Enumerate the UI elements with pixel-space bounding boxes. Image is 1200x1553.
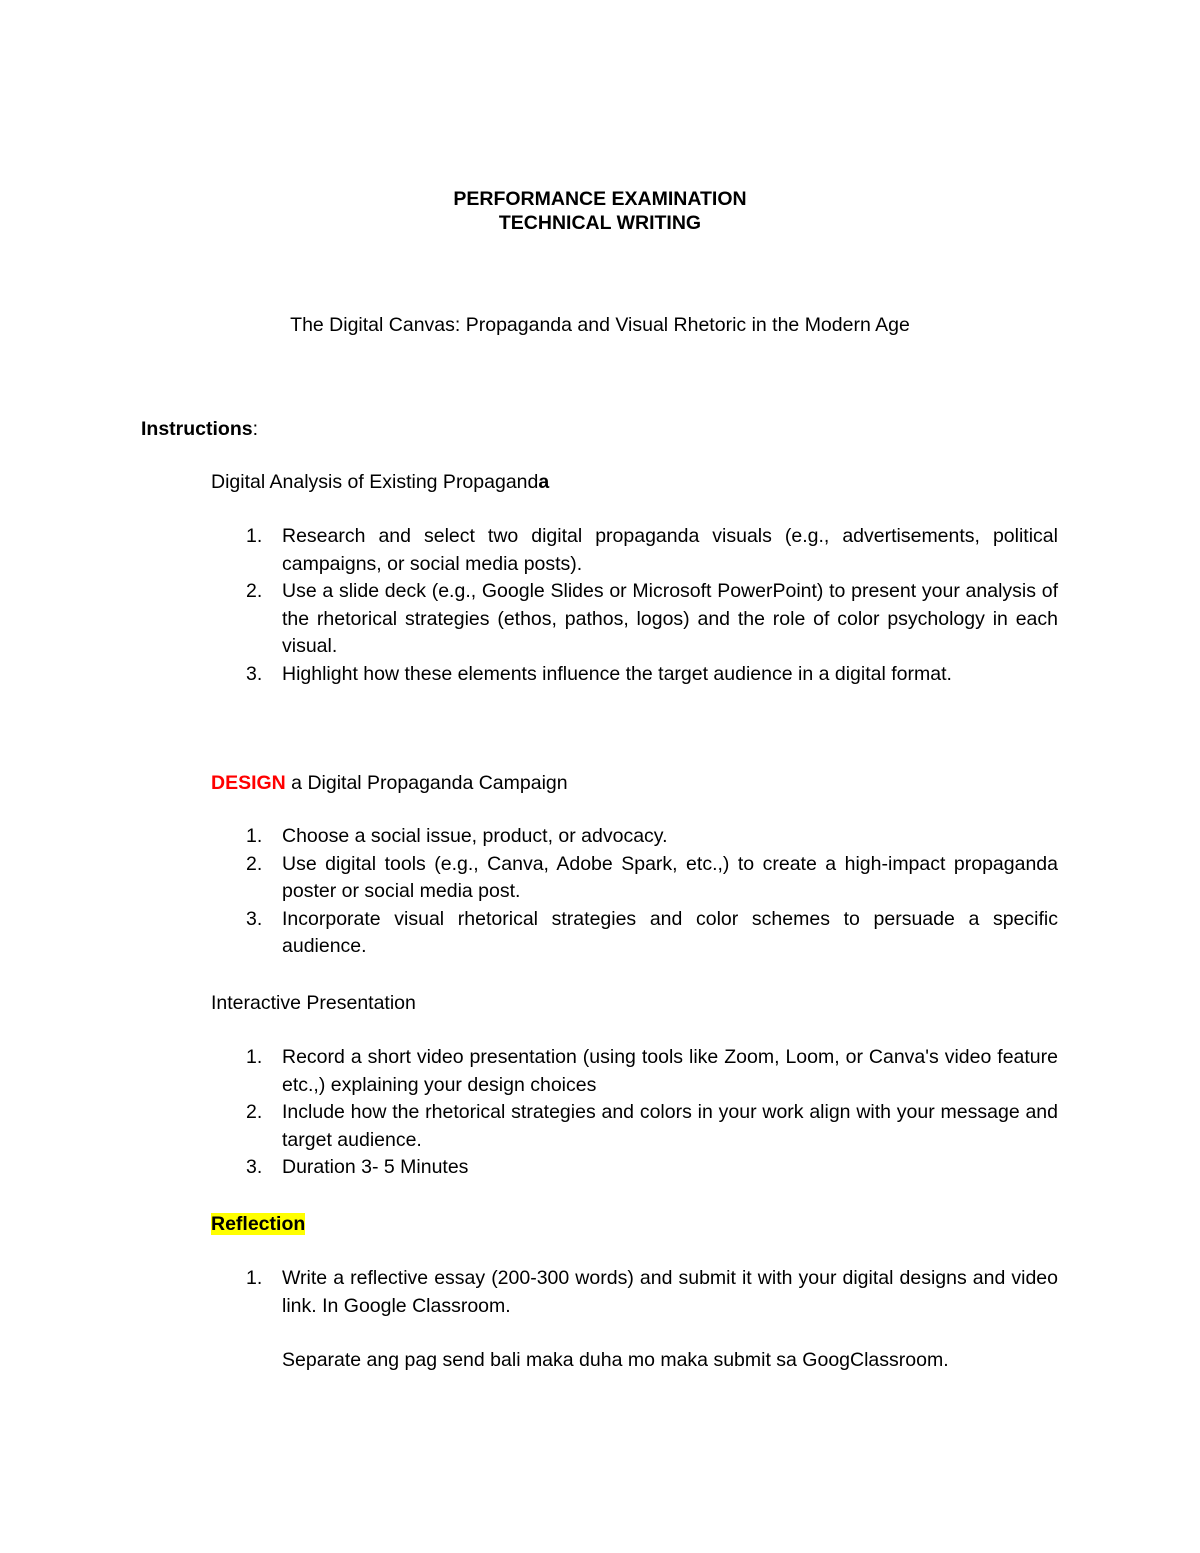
list-number: 3.	[246, 1156, 263, 1178]
section-design-heading	[211, 770, 568, 796]
list-item	[246, 578, 1058, 661]
instructions-colon: :	[252, 418, 259, 440]
section-heading-last-letter: a	[538, 471, 550, 493]
section-digital-analysis-heading	[211, 469, 549, 495]
digital-analysis-list	[246, 523, 1058, 688]
list-number: 1.	[246, 825, 263, 847]
list-number: 3.	[246, 662, 263, 685]
list-item-text: Incorporate visual rhetorical strategies and color schemes to persuade a specific audience.	[282, 907, 1058, 957]
list-number: 3.	[246, 907, 263, 930]
list-item-text: Include how the rhetorical strategies and colors in your work align with your message and target audience.	[282, 1101, 1058, 1151]
list-item	[246, 661, 1058, 689]
list-number: 2.	[246, 1101, 263, 1123]
list-item	[246, 1099, 1058, 1154]
list-item	[246, 823, 1058, 851]
document-subtitle: The Digital Canvas: Propaganda and Visual Rhetoric in the Modern Age	[290, 314, 910, 336]
reflection-list	[246, 1265, 1058, 1320]
section-heading-text: a Digital Propaganda Campaign	[285, 772, 568, 794]
list-number: 1.	[246, 1046, 263, 1068]
list-item-text: Highlight how these elements influence the target audience in a digital format.	[282, 662, 952, 685]
section-heading-text: Digital Analysis of Existing Propagand	[211, 471, 539, 493]
section-reflection-heading	[211, 1211, 305, 1237]
list-item-text: Use a slide deck (e.g., Google Slides or Microsoft PowerPoint) to present your analysis of the rhetorical strategies (ethos, pathos, logos) and the role of color psychology in each visual.	[282, 580, 1058, 657]
list-item-text: Use digital tools (e.g., Canva, Adobe Spark, etc.,) to create a high-impact propaganda poster or social media post.	[282, 852, 1058, 902]
list-number: 1.	[246, 1267, 263, 1289]
list-item-text: Choose a social issue, product, or advocacy.	[282, 825, 668, 847]
list-item	[246, 851, 1058, 906]
design-emphasis: DESIGN	[211, 772, 286, 794]
list-item	[246, 1265, 1058, 1320]
list-item-text: Record a short video presentation (using tools like Zoom, Loom, or Canva's video feature etc.,) explaining your design choices	[282, 1046, 1058, 1096]
design-campaign-list	[246, 823, 1058, 961]
reflection-highlight: Reflection	[211, 1213, 306, 1235]
list-number: 2.	[246, 580, 263, 602]
list-item	[246, 523, 1058, 578]
list-number: 2.	[246, 852, 263, 875]
section-interactive-presentation-heading: Interactive Presentation	[211, 992, 416, 1014]
exam-title: PERFORMANCE EXAMINATION	[453, 188, 747, 210]
instructions-heading	[141, 416, 258, 442]
list-item	[246, 1154, 1058, 1182]
course-title: TECHNICAL WRITING	[498, 212, 702, 234]
list-item	[246, 1044, 1058, 1099]
instructions-label: Instructions	[141, 418, 253, 440]
list-number: 1.	[246, 525, 263, 547]
list-item	[246, 906, 1058, 961]
submission-note: Separate ang pag send bali maka duha mo maka submit sa GoogClassroom.	[282, 1349, 949, 1371]
presentation-list	[246, 1044, 1058, 1182]
list-item-text: Write a reflective essay (200-300 words) and submit it with your digital designs and video link. In Google Classroom.	[282, 1267, 1058, 1317]
list-item-text: Duration 3- 5 Minutes	[282, 1156, 469, 1178]
list-item-text: Research and select two digital propaganda visuals (e.g., advertisements, political campaigns, or social media posts).	[282, 525, 1058, 575]
